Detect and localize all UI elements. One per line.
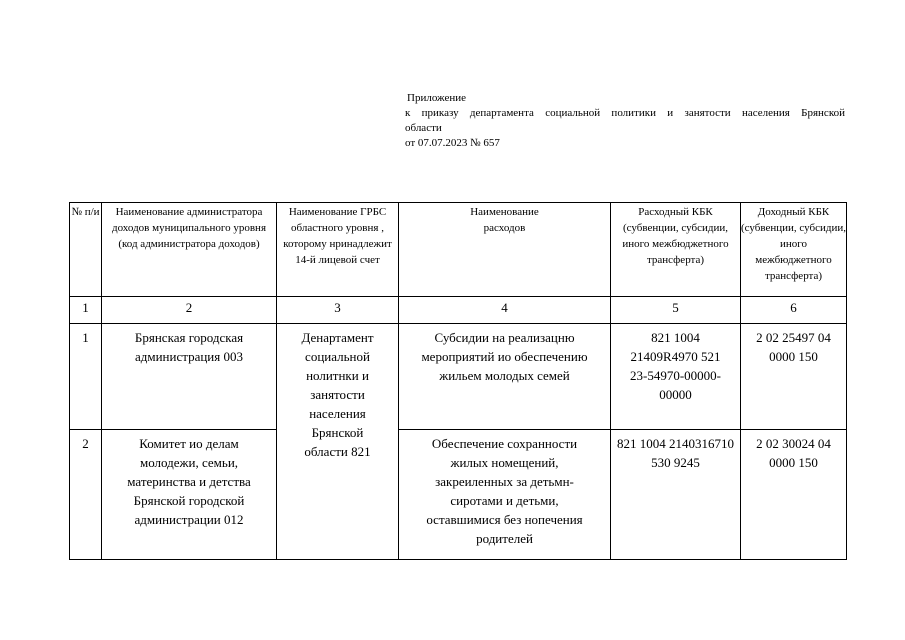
appendix-header bbox=[405, 91, 845, 151]
column-number: 2 bbox=[102, 297, 277, 324]
row-number: 2 bbox=[70, 430, 102, 560]
column-number: 3 bbox=[277, 297, 399, 324]
expense-cell: Обеспечение сохранности жилых номещений, закреиленных за детьмн-сиротами и детьми, оставшимися без нопечения родителей bbox=[399, 430, 611, 560]
header-expense: Наименование расходов bbox=[399, 203, 611, 297]
column-number: 1 bbox=[70, 297, 102, 324]
appendix-date: от 07.07.2023 № 657 bbox=[405, 137, 500, 149]
header-administrator: Наименование администратора доходов муниципального уровня (код администратора доходов) bbox=[102, 203, 277, 297]
header-grbs: Наименование ГРБС областного уровня , которому нринадлежит 14-й лицевой счет bbox=[277, 203, 399, 297]
header-expense-kbk: Расходный КБК (субвенции, субсидии, иного межбюджетного трансферта) bbox=[611, 203, 741, 297]
column-number-row bbox=[70, 297, 847, 324]
appendix-order-line-continued: области bbox=[405, 122, 442, 134]
expense-cell: Субсидии на реализацню мероприятий ио обеспечению жильем молодых семей bbox=[399, 324, 611, 430]
income-kbk-cell: 2 02 25497 04 0000 150 bbox=[741, 324, 847, 430]
column-number: 5 bbox=[611, 297, 741, 324]
income-kbk-cell: 2 02 30024 04 0000 150 bbox=[741, 430, 847, 560]
expense-kbk-cell: 821 1004 21409R4970 521 23-54970-00000-00000 bbox=[611, 324, 741, 430]
appendix-order-line: к приказу департамента социальной политики и занятости населения Брянской bbox=[405, 107, 845, 119]
column-number: 6 bbox=[741, 297, 847, 324]
appendix-title: Приложение bbox=[407, 92, 467, 104]
header-num: № п/и bbox=[70, 203, 102, 297]
table-header-row bbox=[70, 203, 847, 297]
row-number: 1 bbox=[70, 324, 102, 430]
expense-kbk-cell: 821 1004 2140316710 530 9245 bbox=[611, 430, 741, 560]
budget-table bbox=[69, 202, 847, 560]
grbs-cell: Денартамент социальной нолитнки и занятости населения Брянской области 821 bbox=[277, 324, 399, 560]
table-row bbox=[70, 324, 847, 430]
table-row bbox=[70, 430, 847, 560]
administrator-cell: Брянская городская администрация 003 bbox=[102, 324, 277, 430]
header-income-kbk: Доходный КБК (субвенции, субсидии, иного межбюджетного трансферта) bbox=[741, 203, 847, 297]
administrator-cell: Комитет ио делам молодежи, семьи, материнства и детства Брянской городской администрации 012 bbox=[102, 430, 277, 560]
column-number: 4 bbox=[399, 297, 611, 324]
